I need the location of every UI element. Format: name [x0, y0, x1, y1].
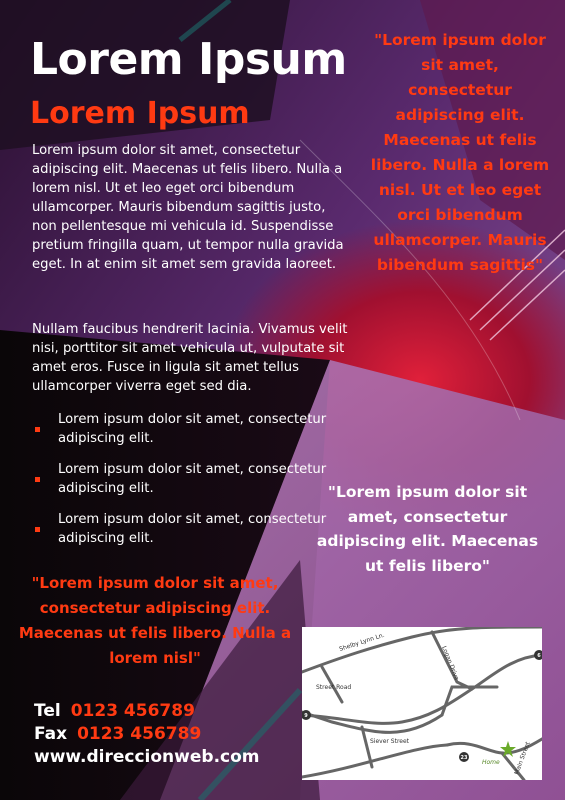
- street-label: Siever Street: [370, 738, 410, 745]
- body-paragraph: Lorem ipsum dolor sit amet, consectetur adipiscing elit. Maecenas ut felis libero. Nulla a lorem nisl. Ut et leo eget orci bibendum ullamcorper. Mauris bibendum sagittis justo, non pellentesque mi vehicula id. Suspendisse pretium fringilla quam, ut tempor nulla gravida eget. In at enim sit amet sem gravida laoreet.: [32, 143, 344, 272]
- fax-number: 0123 456789: [77, 724, 202, 744]
- website-link[interactable]: www.direccionweb.com: [34, 747, 260, 767]
- bullet-list: [32, 410, 332, 560]
- bullet-square-icon: [35, 427, 40, 432]
- list-item-text: Lorem ipsum dolor sit amet, consectetur adipiscing elit.: [58, 512, 327, 546]
- list-item: [32, 460, 332, 510]
- street-label: Street Road: [316, 684, 352, 691]
- street-label: Shelby Lynn Ln.: [338, 631, 386, 653]
- bullet-square-icon: [35, 477, 40, 482]
- phone-line: [34, 700, 260, 723]
- fax-line: [34, 723, 260, 746]
- route-marker: 9: [304, 713, 308, 719]
- route-marker: 6: [537, 653, 541, 659]
- pull-quote: "Lorem ipsum dolor sit amet, consectetur adipiscing elit. Maecenas ut felis libero": [316, 483, 539, 575]
- street-label: Logan Drive: [440, 645, 461, 682]
- map-drawing: [302, 627, 542, 780]
- bullet-square-icon: [35, 527, 40, 532]
- phone-number[interactable]: 0123 456789: [70, 701, 195, 721]
- list-item-text: Lorem ipsum dolor sit amet, consectetur adipiscing elit.: [58, 412, 327, 446]
- fax-label: Fax: [34, 724, 68, 744]
- phone-label: Tel: [34, 701, 61, 721]
- contact-block: [34, 700, 260, 769]
- home-label: Home: [482, 759, 500, 766]
- list-item-text: Lorem ipsum dolor sit amet, consectetur adipiscing elit.: [58, 462, 327, 496]
- subtitle: Lorem Ipsum: [30, 96, 250, 131]
- location-map: [302, 627, 542, 780]
- body-paragraph: Nullam faucibus hendrerit lacinia. Vivamus velit nisi, porttitor sit amet vehicula ut, vulputate sit amet eros. Fusce in ligula sit amet tellus ullamcorper viverra eget sed dia.: [32, 322, 348, 394]
- pull-quote: "Lorem ipsum dolor sit amet, consectetur adipiscing elit. Maecenas ut felis libero. Nulla a lorem nisl. Ut et leo eget orci bibendum ullamcorper. Mauris bibendum sagittis": [370, 31, 550, 274]
- street-label: Main Street: [513, 740, 532, 776]
- list-item: [32, 410, 332, 460]
- route-marker: 23: [460, 755, 468, 761]
- list-item: [32, 510, 332, 560]
- page-title: Lorem Ipsum: [30, 34, 347, 85]
- pull-quote: "Lorem ipsum dolor sit amet, consectetur adipiscing elit. Maecenas ut felis libero. Nulla a lorem nisl": [18, 574, 292, 667]
